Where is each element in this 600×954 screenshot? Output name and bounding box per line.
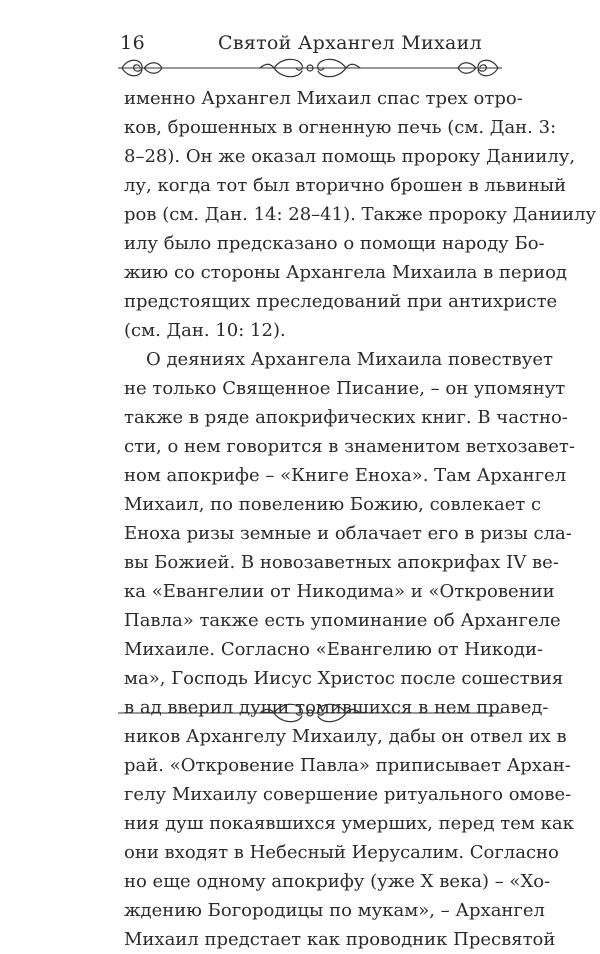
text-block: [124, 84, 597, 954]
text-line: илу было предсказано о помощи народу Бо-: [124, 233, 545, 254]
text-line: не только Священное Писание, – он упомянут: [124, 378, 566, 399]
text-line: гелу Михаилу совершение ритуального омове-: [124, 784, 572, 805]
text-line: ка «Евангелии от Никодима» и «Откровении: [124, 581, 555, 602]
text-line: ждению Богородицы по мукам», – Архангел: [124, 900, 545, 921]
paragraph-1: [124, 84, 597, 345]
text-line: Михаил предстает как проводник Пресвятой: [124, 929, 556, 950]
paragraph-2: [124, 345, 575, 954]
text-line: ров (см. Дан. 14: 28–41). Также пророку Даниилу: [124, 204, 597, 225]
text-line: ном апокрифе – «Книге Еноха». Там Архангел: [124, 465, 567, 486]
text-line: сти, о нем говорится в знаменитом ветхозавет-: [124, 436, 575, 457]
page-header: [118, 30, 502, 56]
text-line: ма», Господь Иисус Христос после сошествия: [124, 668, 564, 689]
text-line: они входят в Небесный Иерусалим. Согласно: [124, 842, 559, 863]
text-line: жию со стороны Архангела Михаила в период: [124, 262, 568, 283]
text-line: Михаил, по повелению Божию, совлекает с: [124, 494, 542, 515]
top-ornament-divider: [118, 55, 502, 81]
text-line: вы Божией. В новозаветных апокрифах IV ве-: [124, 552, 559, 573]
text-line: лу, когда тот был вторично брошен в львиный: [124, 175, 567, 196]
text-line: 8–28). Он же оказал помощь пророку Даниилу,: [124, 146, 576, 167]
text-line: но еще одному апокрифу (уже X века) – «Хо-: [124, 871, 551, 892]
text-line: (см. Дан. 10: 12).: [124, 320, 286, 341]
page-number: 16: [120, 32, 146, 54]
text-line: Еноха ризы земные и облачает его в ризы сла-: [124, 523, 572, 544]
text-line: О деяниях Архангела Михаила повествует: [146, 349, 553, 370]
bottom-ornament-divider: [118, 700, 502, 726]
text-line: ков, брошенных в огненную печь (см. Дан. 3:: [124, 117, 557, 138]
text-line: Павла» также есть упоминание об Архангеле: [124, 610, 561, 631]
text-line: ников Архангелу Михаилу, дабы он отвел их в: [124, 726, 567, 747]
text-line: ния душ покаявшихся умерших, перед тем как: [124, 813, 574, 834]
text-line: Михаиле. Согласно «Евангелию от Никоди-: [124, 639, 544, 660]
text-line: именно Архангел Михаил спас трех отро-: [124, 88, 523, 109]
text-line: предстоящих преследований при антихристе: [124, 291, 558, 312]
running-title: Святой Архангел Михаил: [218, 32, 482, 54]
text-line: также в ряде апокрифических книг. В частно-: [124, 407, 568, 428]
text-line: рай. «Откровение Павла» приписывает Архан-: [124, 755, 571, 776]
text-line: в ад вверил души томившихся в нем правед-: [124, 697, 549, 718]
